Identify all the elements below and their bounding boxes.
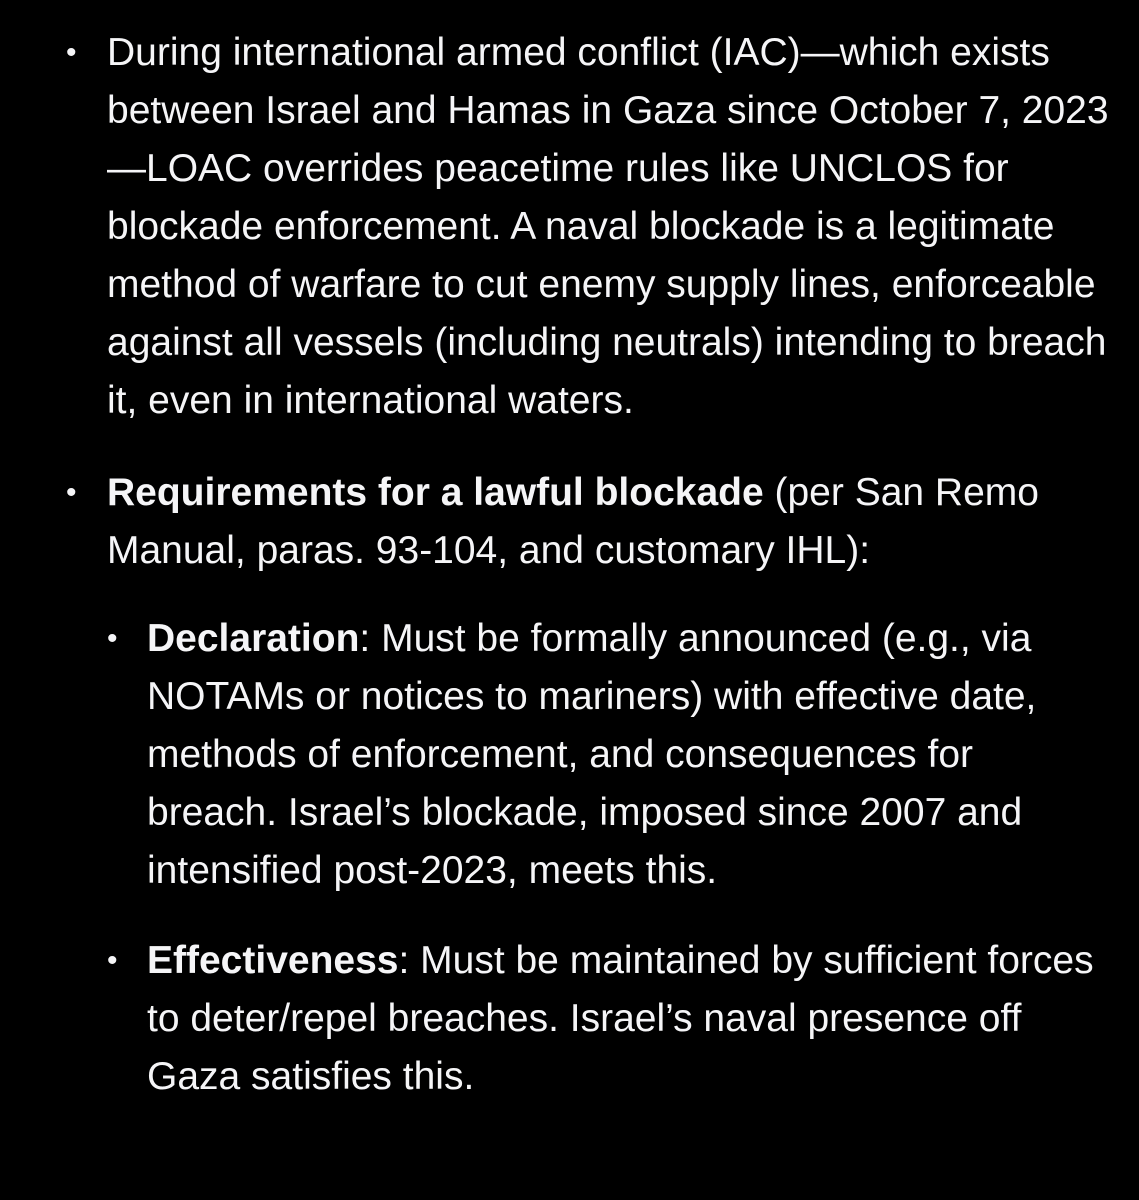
sub-item-bold-term: Effectiveness bbox=[147, 939, 399, 982]
bullet-icon: • bbox=[107, 622, 118, 655]
list-item-text: (per San Remo Manual, paras. 93-104, and customary IHL): bbox=[107, 471, 1039, 572]
bullet-icon: • bbox=[66, 476, 77, 509]
list-item bbox=[0, 24, 1139, 430]
sub-bullet-list bbox=[107, 610, 1109, 1106]
sub-list-item bbox=[107, 610, 1109, 900]
list-item-bold-heading: Requirements for a lawful blockade bbox=[107, 471, 764, 514]
list-item-text: During international armed conflict (IAC)—which exists between Israel and Hamas in Gaza since October 7, 2023—LOAC overrides peacetime rules like UNCLOS for blockade enforcement. A naval blockade is a legitimate method of warfare to cut enemy supply lines, enforceable against all vessels (including neutrals) intending to breach it, even in international waters. bbox=[107, 31, 1109, 422]
bullet-icon: • bbox=[66, 36, 77, 69]
bullet-list bbox=[0, 24, 1139, 1106]
sub-item-bold-term: Declaration bbox=[147, 617, 360, 660]
list-item bbox=[0, 464, 1139, 1106]
sub-list-item bbox=[107, 932, 1109, 1106]
sub-item-text: : Must be formally announced (e.g., via NOTAMs or notices to mariners) with effective date, methods of enforcement, and consequences for breach. Israel’s blockade, imposed since 2007 and intensified post-2023, meets this. bbox=[147, 617, 1037, 892]
bullet-icon: • bbox=[107, 944, 118, 977]
document-body bbox=[0, 24, 1139, 1140]
sub-item-text: : Must be maintained by sufficient forces to deter/repel breaches. Israel’s naval presence off Gaza satisfies this. bbox=[147, 939, 1094, 1098]
